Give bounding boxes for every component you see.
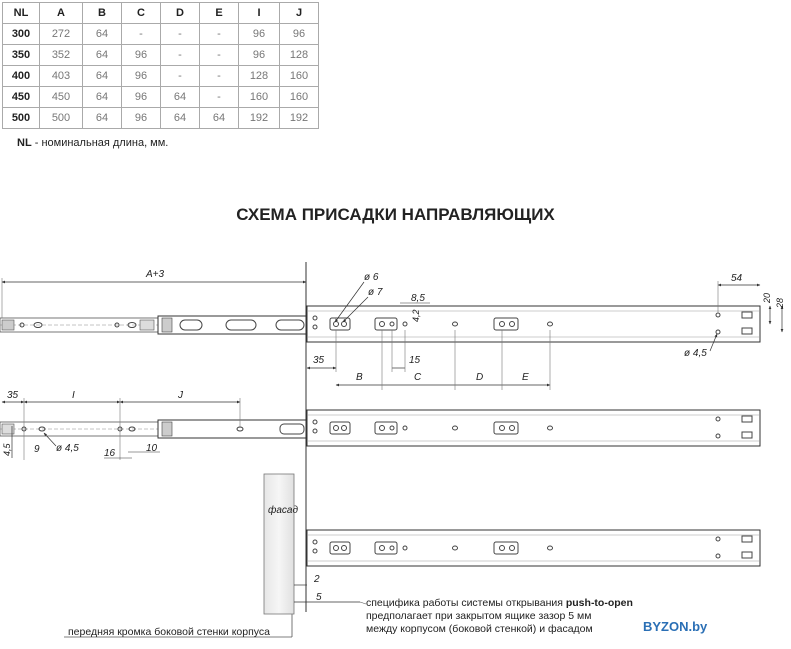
table-cell: - bbox=[161, 66, 200, 87]
facade-label: фасад bbox=[268, 505, 299, 516]
dim-d-label: D bbox=[476, 372, 484, 383]
dim-54-label: 54 bbox=[731, 273, 743, 284]
table-cell: - bbox=[200, 45, 239, 66]
dim-4-5-side-label: 4,5 bbox=[2, 443, 12, 456]
table-cell: 64 bbox=[161, 108, 200, 129]
table-cell: 450 bbox=[40, 87, 83, 108]
note-text: - номинальная длина, мм. bbox=[31, 137, 169, 149]
spec-line-1-bold: push-to-open bbox=[565, 597, 633, 609]
cabinet-runner-middle bbox=[307, 410, 760, 446]
column-header: B bbox=[83, 3, 122, 24]
brand-logo[interactable]: BYZON.by bbox=[643, 619, 708, 634]
table-cell: 128 bbox=[239, 66, 280, 87]
diagram-title: СХЕМА ПРИСАДКИ НАПРАВЛЯЮЩИХ bbox=[236, 205, 555, 224]
spec-line-2: предполагает при закрытом ящике зазор 5 мм bbox=[366, 610, 592, 622]
table-cell: 64 bbox=[83, 45, 122, 66]
table-cell: 64 bbox=[83, 24, 122, 45]
table-cell: 64 bbox=[83, 87, 122, 108]
push-to-open-spec bbox=[366, 597, 633, 636]
table-cell: 64 bbox=[83, 66, 122, 87]
dim-5-label: 5 bbox=[316, 592, 322, 603]
table-cell: 96 bbox=[239, 24, 280, 45]
table-cell: - bbox=[122, 24, 161, 45]
table-cell: 64 bbox=[200, 108, 239, 129]
column-header: D bbox=[161, 3, 200, 24]
table-cell: - bbox=[200, 24, 239, 45]
dim-d7-label: ø 7 bbox=[368, 287, 383, 298]
dim-15-label: 15 bbox=[409, 355, 421, 366]
table-cell: 450 bbox=[3, 87, 40, 108]
dim-b-label: B bbox=[356, 372, 363, 383]
dim-10-label: 10 bbox=[146, 443, 158, 454]
dim-d4-5-top-label: ø 4,5 bbox=[684, 348, 707, 359]
dim-d6-label: ø 6 bbox=[364, 272, 379, 283]
table-cell: 160 bbox=[280, 87, 319, 108]
column-header: I bbox=[239, 3, 280, 24]
dim-35-label: 35 bbox=[313, 355, 325, 366]
table-cell: 96 bbox=[280, 24, 319, 45]
dim-d4-5-left-leader bbox=[44, 433, 56, 446]
spec-line-1 bbox=[366, 597, 633, 610]
dim-16-label: 16 bbox=[104, 448, 116, 459]
dim-35-left-label: 35 bbox=[7, 390, 19, 401]
table-cell: 403 bbox=[40, 66, 83, 87]
table-cell: 128 bbox=[280, 45, 319, 66]
spec-line-3: между корпусом (боковой стенкой) и фасадом bbox=[366, 623, 593, 635]
column-header: E bbox=[200, 3, 239, 24]
note-abbr: NL bbox=[17, 137, 32, 149]
facade-panel bbox=[264, 474, 294, 614]
dim-2-label: 2 bbox=[314, 574, 320, 585]
table-cell: 64 bbox=[83, 108, 122, 129]
table-cell: 300 bbox=[3, 24, 40, 45]
dim-8-5-label: 8,5 bbox=[411, 293, 425, 304]
spec-line-1-prefix: специфика работы системы открывания bbox=[366, 597, 566, 609]
table-cell: 96 bbox=[122, 108, 161, 129]
table-cell: 272 bbox=[40, 24, 83, 45]
table-cell: 192 bbox=[239, 108, 280, 129]
dim-e-label: E bbox=[522, 372, 529, 383]
table-cell: 96 bbox=[122, 66, 161, 87]
column-header: A bbox=[40, 3, 83, 24]
table-cell: 192 bbox=[280, 108, 319, 129]
dim-d4-5-left-label: ø 4,5 bbox=[56, 443, 79, 454]
dim-i-label: I bbox=[72, 390, 75, 401]
dim-28-label: 28 bbox=[775, 297, 785, 308]
dim-20-label: 20 bbox=[762, 292, 772, 303]
drawer-runner-top bbox=[0, 316, 306, 334]
table-cell: 500 bbox=[3, 108, 40, 129]
table-cell: 96 bbox=[122, 87, 161, 108]
table-cell: 160 bbox=[280, 66, 319, 87]
cabinet-runner-top bbox=[307, 306, 760, 342]
table-cell: 500 bbox=[40, 108, 83, 129]
table-cell: 96 bbox=[122, 45, 161, 66]
table-cell: 160 bbox=[239, 87, 280, 108]
table-cell: 400 bbox=[3, 66, 40, 87]
dim-4-2-label: 4,2 bbox=[411, 309, 421, 322]
cabinet-runner-bottom bbox=[307, 530, 760, 566]
dim-j-label: J bbox=[178, 390, 183, 401]
column-header: C bbox=[122, 3, 161, 24]
dim-9-label: 9 bbox=[34, 444, 40, 455]
dim-c-label: C bbox=[414, 372, 422, 383]
dim-a3-label: A+3 bbox=[146, 269, 165, 280]
table-cell: - bbox=[200, 66, 239, 87]
column-header: J bbox=[280, 3, 319, 24]
column-header: NL bbox=[3, 3, 40, 24]
table-cell: - bbox=[161, 24, 200, 45]
table-cell: 352 bbox=[40, 45, 83, 66]
table-cell: 350 bbox=[3, 45, 40, 66]
table-cell: 96 bbox=[239, 45, 280, 66]
table-cell: - bbox=[200, 87, 239, 108]
front-edge-label: передняя кромка боковой стенки корпуса bbox=[68, 626, 271, 638]
table-cell: - bbox=[161, 45, 200, 66]
table-cell: 64 bbox=[161, 87, 200, 108]
